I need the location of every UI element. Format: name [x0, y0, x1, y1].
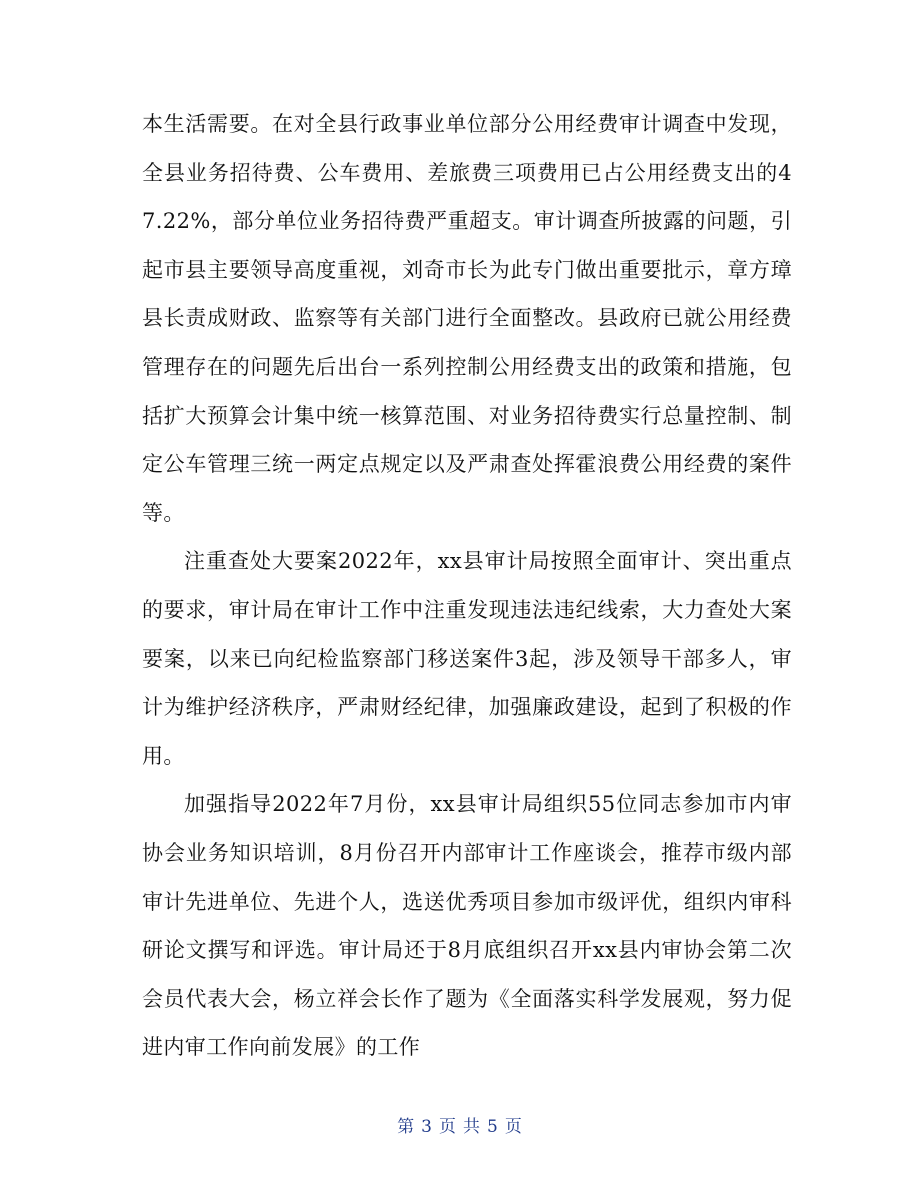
footer-prefix: 第 [397, 1117, 416, 1137]
paragraph-1: 本生活需要。在对全县行政事业单位部分公用经费审计调查中发现，全县业务招待费、公车费用、差旅费三项费用已占公用经费支出的47.22%，部分单位业务招待费严重超支。审计调查所披露的问题，引起市县主要领导高度重视，刘奇市长为此专门做出重要批示，章方璋县长责成财政、监察等有关部门进行全面整改。县政府已就公用经费管理存在的问题先后出台一系列控制公用经费支出的政策和措施，包括扩大预算会计集中统一核算范围、对业务招待费实行总量控制、制定公车管理三统一两定点规定以及严肃查处挥霍浪费公用经费的案件等。 [142, 112, 792, 525]
footer-current-page: 3 [421, 1117, 433, 1137]
paragraph-3: 加强指导2022年7月份，xx县审计局组织55位同志参加市内审协会业务知识培训，8月份召开内部审计工作座谈会，推荐市级内部审计先进单位、先进个人，选送优秀项目参加市级评优，组织内审科研论文撰写和评选。审计局还于8月底组织召开xx县内审协会第二次会员代表大会，杨立祥会长作了题为《全面落实科学发展观，努力促进内审工作向前发展》的工作 [142, 792, 792, 1060]
page-number-footer [0, 1112, 920, 1137]
footer-suffix: 页 [504, 1117, 523, 1137]
footer-total-prefix: 共 [463, 1117, 481, 1137]
document-body [142, 100, 792, 1072]
footer-page-word: 页 [439, 1117, 457, 1137]
footer-total-pages: 5 [487, 1117, 499, 1137]
paragraph-2: 注重查处大要案2022年，xx县审计局按照全面审计、突出重点的要求，审计局在审计工作中注重发现违法违纪线索，大力查处大案要案，以来已向纪检监察部门移送案件3起，涉及领导干部多人，审计为维护经济秩序，严肃财经纪律，加强廉政建设，起到了积极的作用。 [142, 549, 792, 768]
